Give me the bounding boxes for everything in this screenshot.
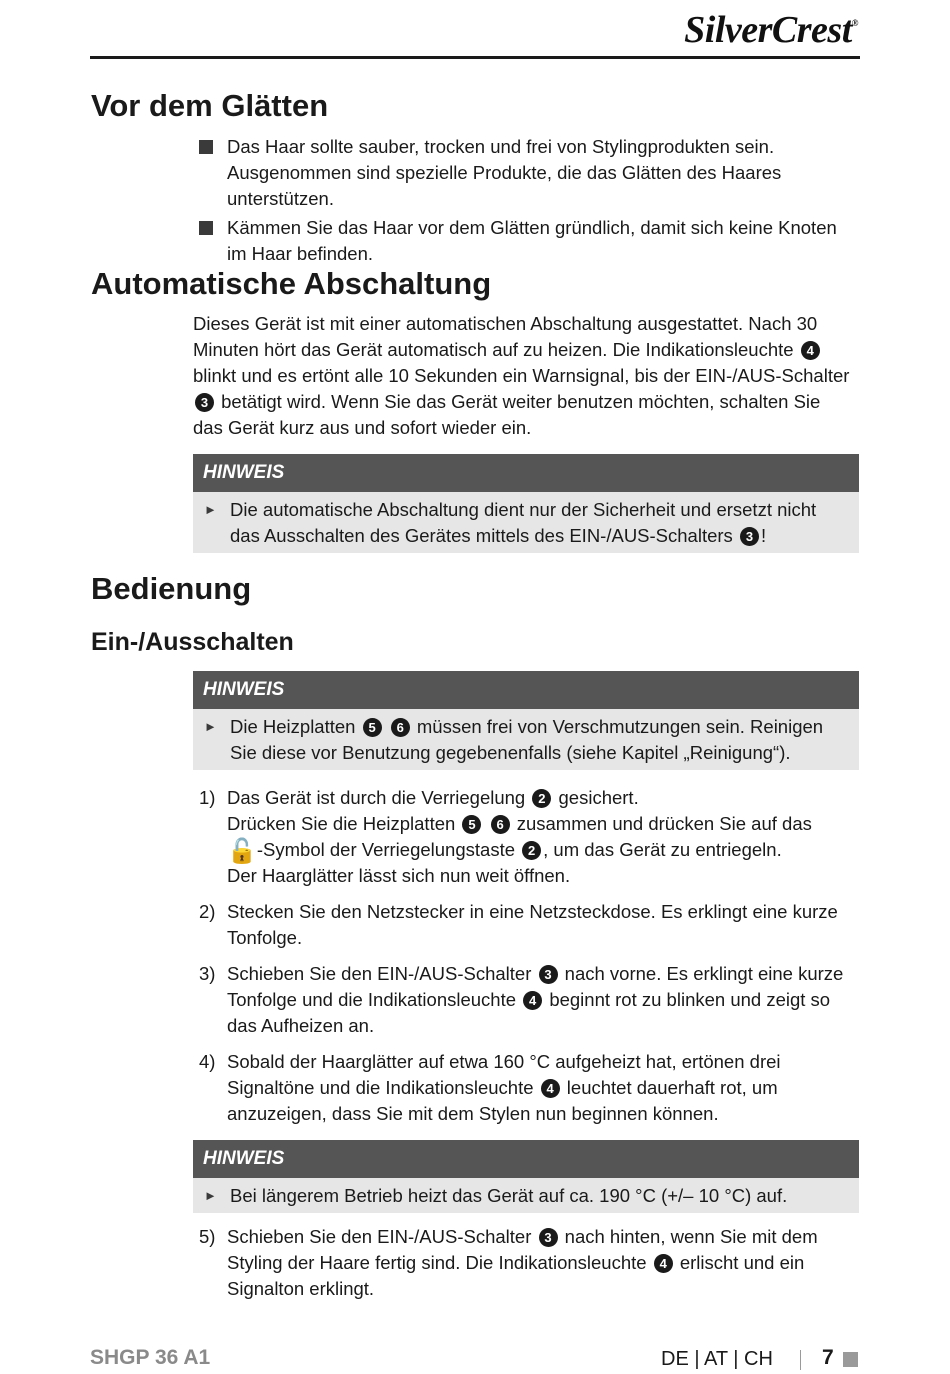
note-body: ► Bei längerem Betrieb heizt das Gerät auf ca. 190 °C (+/– 10 °C) auf. (193, 1178, 859, 1213)
note-heading: HINWEIS (193, 1140, 859, 1178)
reference-number-badge: 2 (522, 841, 541, 860)
subsection-title-ein-ausschalten: Ein-/Ausschalten (91, 628, 294, 656)
section-title-vor-dem-glaetten: Vor dem Glätten (91, 88, 329, 123)
arrow-right-icon: ► (204, 1188, 217, 1203)
list-item: 1) Das Gerät ist durch die Verriegelung 2 gesichert. Drücken Sie die Heizplatten 5 6 zusammen und drücken Sie auf das 🔓-Symbol der Verriegelungstaste 2 , um das Gerät zu entriegeln. Der Haarglätter lässt sich nun weit öffnen. (199, 787, 812, 886)
note-heading: HINWEIS (193, 454, 859, 492)
reference-number-badge: 3 (539, 1228, 558, 1247)
reference-number-badge: 5 (462, 815, 481, 834)
note-body: ► Die automatische Abschaltung dient nur der Sicherheit und ersetzt nicht das Ausschalten des Gerätes mittels des EIN-/AUS-Schalters 3 ! (204, 499, 817, 546)
reference-number-badge: 3 (740, 527, 759, 546)
list-item: 5) Schieben Sie den EIN-/AUS-Schalter 3 nach hinten, wenn Sie mit dem Styling der Haare fertig sind. Die Indikationsleuchte 4 erlischt und ein Signalton erklingt. (199, 1226, 818, 1299)
brand-logo: SilverCrest® (684, 9, 858, 51)
unlock-icon: 🔓 (227, 838, 257, 865)
reference-number-badge: 3 (539, 965, 558, 984)
list-item: 3) Schieben Sie den EIN-/AUS-Schalter 3 nach vorne. Es erklingt eine kurze Tonfolge und die Indikationsleuchte 4 beginnt rot zu blinken und zeigt so das Aufheizen an. (199, 963, 844, 1036)
note-box (193, 671, 859, 770)
footer-languages: DE | AT | CH (661, 1348, 773, 1370)
page-marker-square-icon (843, 1352, 858, 1367)
bullet-square-icon (199, 140, 213, 154)
reference-number-badge: 2 (532, 789, 551, 808)
reference-number-badge: 6 (391, 718, 410, 737)
reference-number-badge: 5 (363, 718, 382, 737)
note-box (193, 454, 859, 553)
reference-number-badge: 3 (195, 393, 214, 412)
reference-number-badge: 4 (801, 341, 820, 360)
header-rule (90, 56, 860, 59)
note-box (193, 1140, 859, 1213)
footer-model-number: SHGP 36 A1 (90, 1346, 211, 1369)
section-title-automatische-abschaltung: Automatische Abschaltung (91, 266, 492, 301)
arrow-right-icon: ► (204, 719, 217, 734)
reference-number-badge: 4 (541, 1079, 560, 1098)
list-item: 4) Sobald der Haarglätter auf etwa 160 °C aufgeheizt hat, ertönen drei Signaltöne und die Indikationsleuchte 4 leuchtet dauerhaft rot, um anzuzeigen, dass Sie mit dem Stylen nun beginnen können. (199, 1051, 781, 1124)
reference-number-badge: 6 (491, 815, 510, 834)
steps-list (199, 785, 854, 1127)
note-body: ► Die Heizplatten 5 6 müssen frei von Verschmutzungen sein. Reinigen Sie diese vor Benutzung gegebenenfalls (siehe Kapitel „Reinigung“). (204, 716, 824, 763)
reference-number-badge: 4 (523, 991, 542, 1010)
list-item: Das Haar sollte sauber, trocken und frei von Stylingprodukten sein. Ausgenommen sind spezielle Produkte, die das Glätten des Haares unterstützen. (199, 134, 842, 212)
page-number: 7 (822, 1346, 834, 1369)
paragraph-auto-shutoff: Dieses Gerät ist mit einer automatischen Abschaltung ausgestattet. Nach 30 Minuten hört das Gerät automatisch auf zu heizen. Die Indikationsleuchte 4 blinkt und es ertönt alle 10 Sekunden ein Warnsignal, bis der EIN-/AUS-Schalter 3 betätigt wird. Wenn Sie das Gerät weiter benutzen möchten, schalten Sie das Gerät kurz aus und sofort wieder ein. (193, 313, 850, 438)
list-item: 2) Stecken Sie den Netzstecker in eine Netzsteckdose. Es erklingt eine kurze Tonfolge. (199, 901, 838, 948)
footer-divider (800, 1350, 801, 1370)
bullet-square-icon (199, 221, 213, 235)
section-title-bedienung: Bedienung (91, 571, 252, 606)
note-heading: HINWEIS (193, 671, 859, 709)
reference-number-badge: 4 (654, 1254, 673, 1273)
steps-list (199, 1224, 854, 1302)
bullet-list (199, 134, 842, 270)
arrow-right-icon: ► (204, 502, 217, 517)
list-item: Kämmen Sie das Haar vor dem Glätten gründlich, damit sich keine Knoten im Haar befinden. (199, 215, 842, 267)
